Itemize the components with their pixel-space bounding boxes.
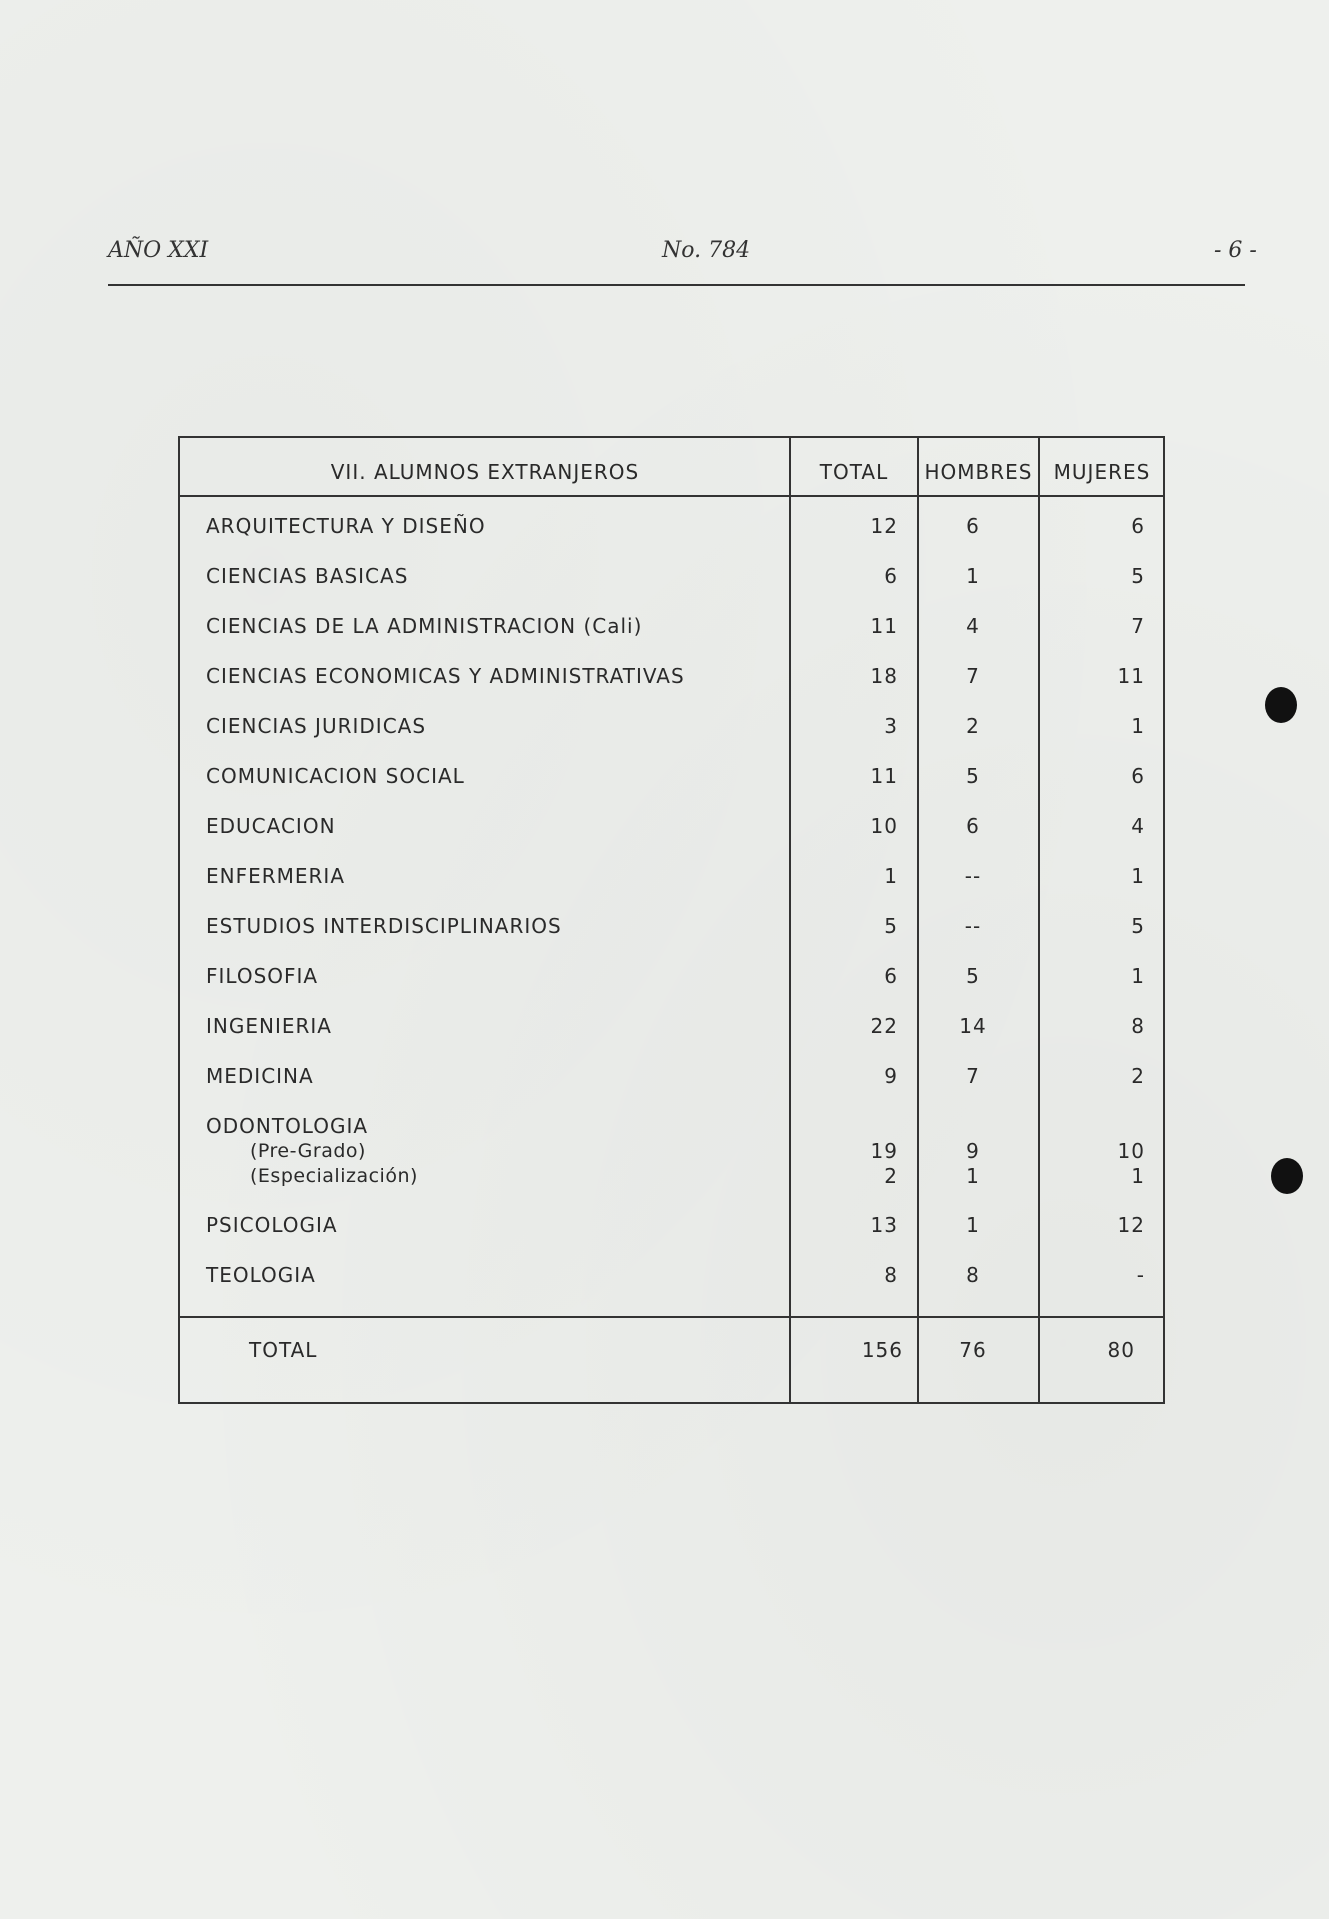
row-mujeres: 1 [1131,964,1145,988]
row-hombres: 4 [966,614,980,638]
row-label: EDUCACION [206,814,336,838]
row-mujeres: 1 [1131,714,1145,738]
total-divider [180,1316,1163,1318]
header-issue-number: No. 784 [662,238,751,263]
row-total: 5 [884,914,898,938]
row-label: MEDICINA [206,1064,314,1088]
row-label: PSICOLOGIA [206,1213,338,1237]
row-label: TEOLOGIA [206,1263,316,1287]
row-hombres: 6 [966,514,980,538]
row-hombres: 2 [966,714,980,738]
column-header-hombres: HOMBRES [924,460,1033,484]
row-mujeres: 12 [1117,1213,1145,1237]
header-divider [180,495,1163,497]
row-total: 9 [884,1064,898,1088]
row-label: ENFERMERIA [206,864,346,888]
row-mujeres: 5 [1131,914,1145,938]
row-total: 8 [884,1263,898,1287]
row-label: INGENIERIA [206,1014,332,1038]
row-total: 6 [884,964,898,988]
row-hombres: 7 [966,664,980,688]
row-label: FILOSOFIA [206,964,319,988]
row-mujeres: 6 [1131,514,1145,538]
row-total: 1 [884,864,898,888]
row-total: 18 [870,664,898,688]
row-hombres: -- [964,864,982,888]
header-year: AÑO XXI [108,238,209,263]
row-mujeres: 6 [1131,764,1145,788]
table-title: VII. ALUMNOS EXTRANJEROS [330,460,640,484]
row-mujeres: 5 [1131,564,1145,588]
row-label: ARQUITECTURA Y DISEÑO [206,514,486,538]
total-hombres: 76 [959,1338,987,1362]
total-label: TOTAL [249,1338,318,1362]
header-rule [108,284,1245,286]
row-label: CIENCIAS ECONOMICAS Y ADMINISTRATIVAS [206,664,685,688]
row-total: 12 [870,514,898,538]
row-label: ODONTOLOGIA [206,1114,369,1138]
row-mujeres: 1 [1131,864,1145,888]
binder-hole-mark [1271,1158,1303,1194]
foreign-students-table [178,436,1165,1404]
row-label: COMUNICACION SOCIAL [206,764,465,788]
row-hombres: 1 [966,564,980,588]
header-page-number: - 6 - [1214,238,1257,263]
row-mujeres: 10 [1117,1139,1145,1163]
total-mujeres: 80 [1107,1338,1135,1362]
row-mujeres: 2 [1131,1064,1145,1088]
row-mujeres: 7 [1131,614,1145,638]
row-total: 11 [870,764,898,788]
row-total: 22 [870,1014,898,1038]
row-hombres: 14 [959,1014,987,1038]
row-total: 2 [884,1164,898,1188]
row-total: 3 [884,714,898,738]
row-label: CIENCIAS DE LA ADMINISTRACION (Cali) [206,614,643,638]
row-sublabel: (Especialización) [250,1165,418,1187]
row-hombres: 5 [966,764,980,788]
row-hombres: 8 [966,1263,980,1287]
row-label: ESTUDIOS INTERDISCIPLINARIOS [206,914,562,938]
row-hombres: 9 [966,1139,980,1163]
row-total: 11 [870,614,898,638]
row-mujeres: 4 [1131,814,1145,838]
row-mujeres: - [1136,1263,1145,1287]
row-mujeres: 8 [1131,1014,1145,1038]
row-mujeres: 1 [1131,1164,1145,1188]
row-hombres: 1 [966,1164,980,1188]
total-total: 156 [861,1338,903,1362]
row-label: CIENCIAS JURIDICAS [206,714,427,738]
row-sublabel: (Pre-Grado) [250,1140,366,1162]
row-hombres: 7 [966,1064,980,1088]
row-mujeres: 11 [1117,664,1145,688]
row-hombres: 6 [966,814,980,838]
row-hombres: -- [964,914,982,938]
row-total: 13 [870,1213,898,1237]
column-header-total: TOTAL [819,460,889,484]
row-label: CIENCIAS BASICAS [206,564,409,588]
row-hombres: 1 [966,1213,980,1237]
row-total: 6 [884,564,898,588]
row-total: 19 [870,1139,898,1163]
row-total: 10 [870,814,898,838]
row-hombres: 5 [966,964,980,988]
column-header-mujeres: MUJERES [1053,460,1151,484]
binder-hole-mark [1265,687,1297,723]
